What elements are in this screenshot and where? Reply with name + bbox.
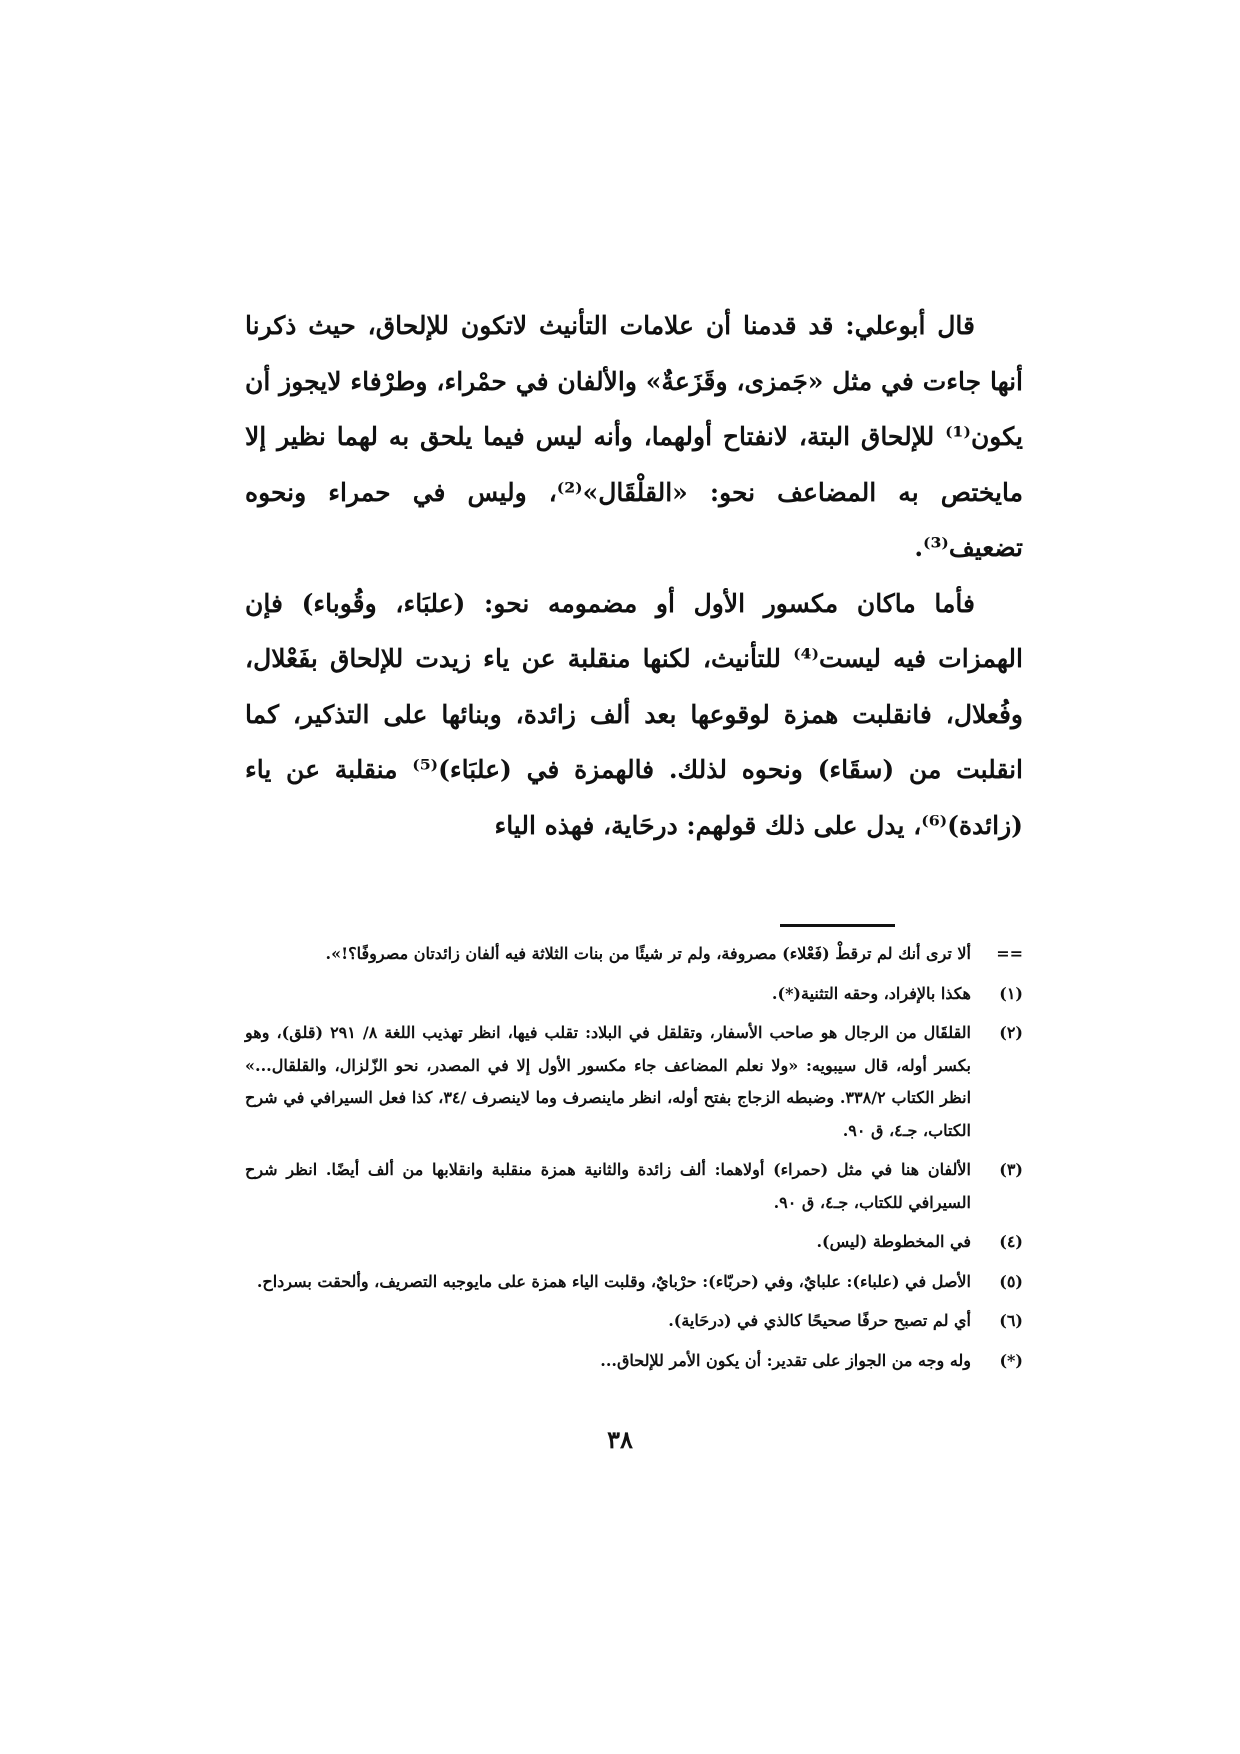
footnotes xyxy=(245,938,1023,1384)
footnote-3 xyxy=(245,1154,1023,1219)
footnote-marker: (٤) xyxy=(999,1232,1023,1251)
footnote-marker: (٥) xyxy=(999,1271,1023,1291)
footnote-continuation xyxy=(245,938,1023,971)
footnote-1 xyxy=(245,978,1023,1011)
footnote-marker: (١) xyxy=(999,983,1023,1003)
footnote-5 xyxy=(245,1266,1023,1299)
footnote-separator xyxy=(780,924,895,927)
footnote-text: في المخطوطة (ليس). xyxy=(816,1232,971,1251)
footnote-marker: == xyxy=(996,944,1023,963)
footnote-2 xyxy=(245,1017,1023,1147)
footnote-star xyxy=(245,1345,1023,1378)
footnote-text: الألفان هنا في مثل (حمراء) أولاهما: ألف زائدة والثانية همزة منقلبة وانقلابها من ألف أيضًا. انظر شرح السيرافي للكتاب، جـ٤، ق ٩٠. xyxy=(245,1160,971,1212)
footnote-6 xyxy=(245,1305,1023,1338)
footnote-text: وله وجه من الجواز على تقدير: أن يكون الأمر للإلحاق... xyxy=(600,1350,971,1370)
paragraph-2: فأما ماكان مكسور الأول أو مضمومه نحو: (علبَاء، وقُوباء) فإن الهمزات فيه ليست⁽⁴⁾ للتأنيث، لكنها منقلبة عن ياء زيدت للإلحاق بفَعْلال، وفُعلال، فانقلبت همزة لوقوعها بعد ألف زائدة، وبنائها على التذكير، كما انقلبت من (سقَاء) ونحوه لذلك. فالهمزة في (علبَاء)⁽⁵⁾ منقلبة عن ياء (زائدة)⁽⁶⁾، يدل على ذلك قولهم: درحَاية، فهذه الياء xyxy=(245,588,1023,840)
footnote-text: أي لم تصبح حرفًا صحيحًا كالذي في (درحَاية). xyxy=(668,1311,971,1330)
footnote-4 xyxy=(245,1226,1023,1259)
footnote-marker: (٢) xyxy=(999,1023,1023,1042)
main-text xyxy=(245,298,1023,853)
paragraph-1: قال أبوعلي: قد قدمنا أن علامات التأنيث لاتكون للإلحاق، حيث ذكرنا أنها جاءت في مثل «جَمزى، وقَزَعةٌ» والألفان في حمْراء، وطرْفاء لايجوز أن يكون⁽¹⁾ للإلحاق البتة، لانفتاح أولهما، وأنه ليس فيما يلحق به لهما نظير إلا مايختص به المضاعف نحو: «القلْقَال»⁽²⁾، وليس في حمراء ونحوه تضعيف⁽³⁾. xyxy=(245,311,1023,562)
footnote-text: هكذا بالإفراد، وحقه التثنية(*). xyxy=(771,983,971,1003)
footnote-text: الأصل في (علباء): علبايٌ، وفي (حربّاء): حرْبايٌ، وقلبت الياء همزة على مايوجبه التصريف، وألحقت بسرداح. xyxy=(256,1271,971,1291)
footnote-marker: (٦) xyxy=(999,1311,1023,1330)
footnote-text: ألا ترى أنك لم ترقطْ (فَعْلاء) مصروفة، ولم تر شيئًا من بنات الثلاثة فيه ألفان زائدتان مصروفًا؟!». xyxy=(325,944,971,963)
footnote-text: القلقَال من الرجال هو صاحب الأسفار، وتقلقل في البلاد: تقلب فيها، انظر تهذيب اللغة ٨/ ٢٩١ (قلق)، وهو بكسر أوله، قال سيبويه: «ولا نعلم المضاعف جاء مكسور الأول إلا في المصدر، نحو الزّلزال، والقلقال...» انظر الكتاب ٣٣٨/٢. وضبطه الزجاج بفتح أوله، انظر ماينصرف وما لاينصرف /٣٤، كذا فعل السيرافي في شرح الكتاب، جـ٤، ق ٩٠. xyxy=(245,1023,972,1140)
page-number: ٣٨ xyxy=(607,1425,633,1454)
footnote-marker: (*) xyxy=(999,1350,1023,1370)
footnote-marker: (٣) xyxy=(999,1160,1023,1179)
